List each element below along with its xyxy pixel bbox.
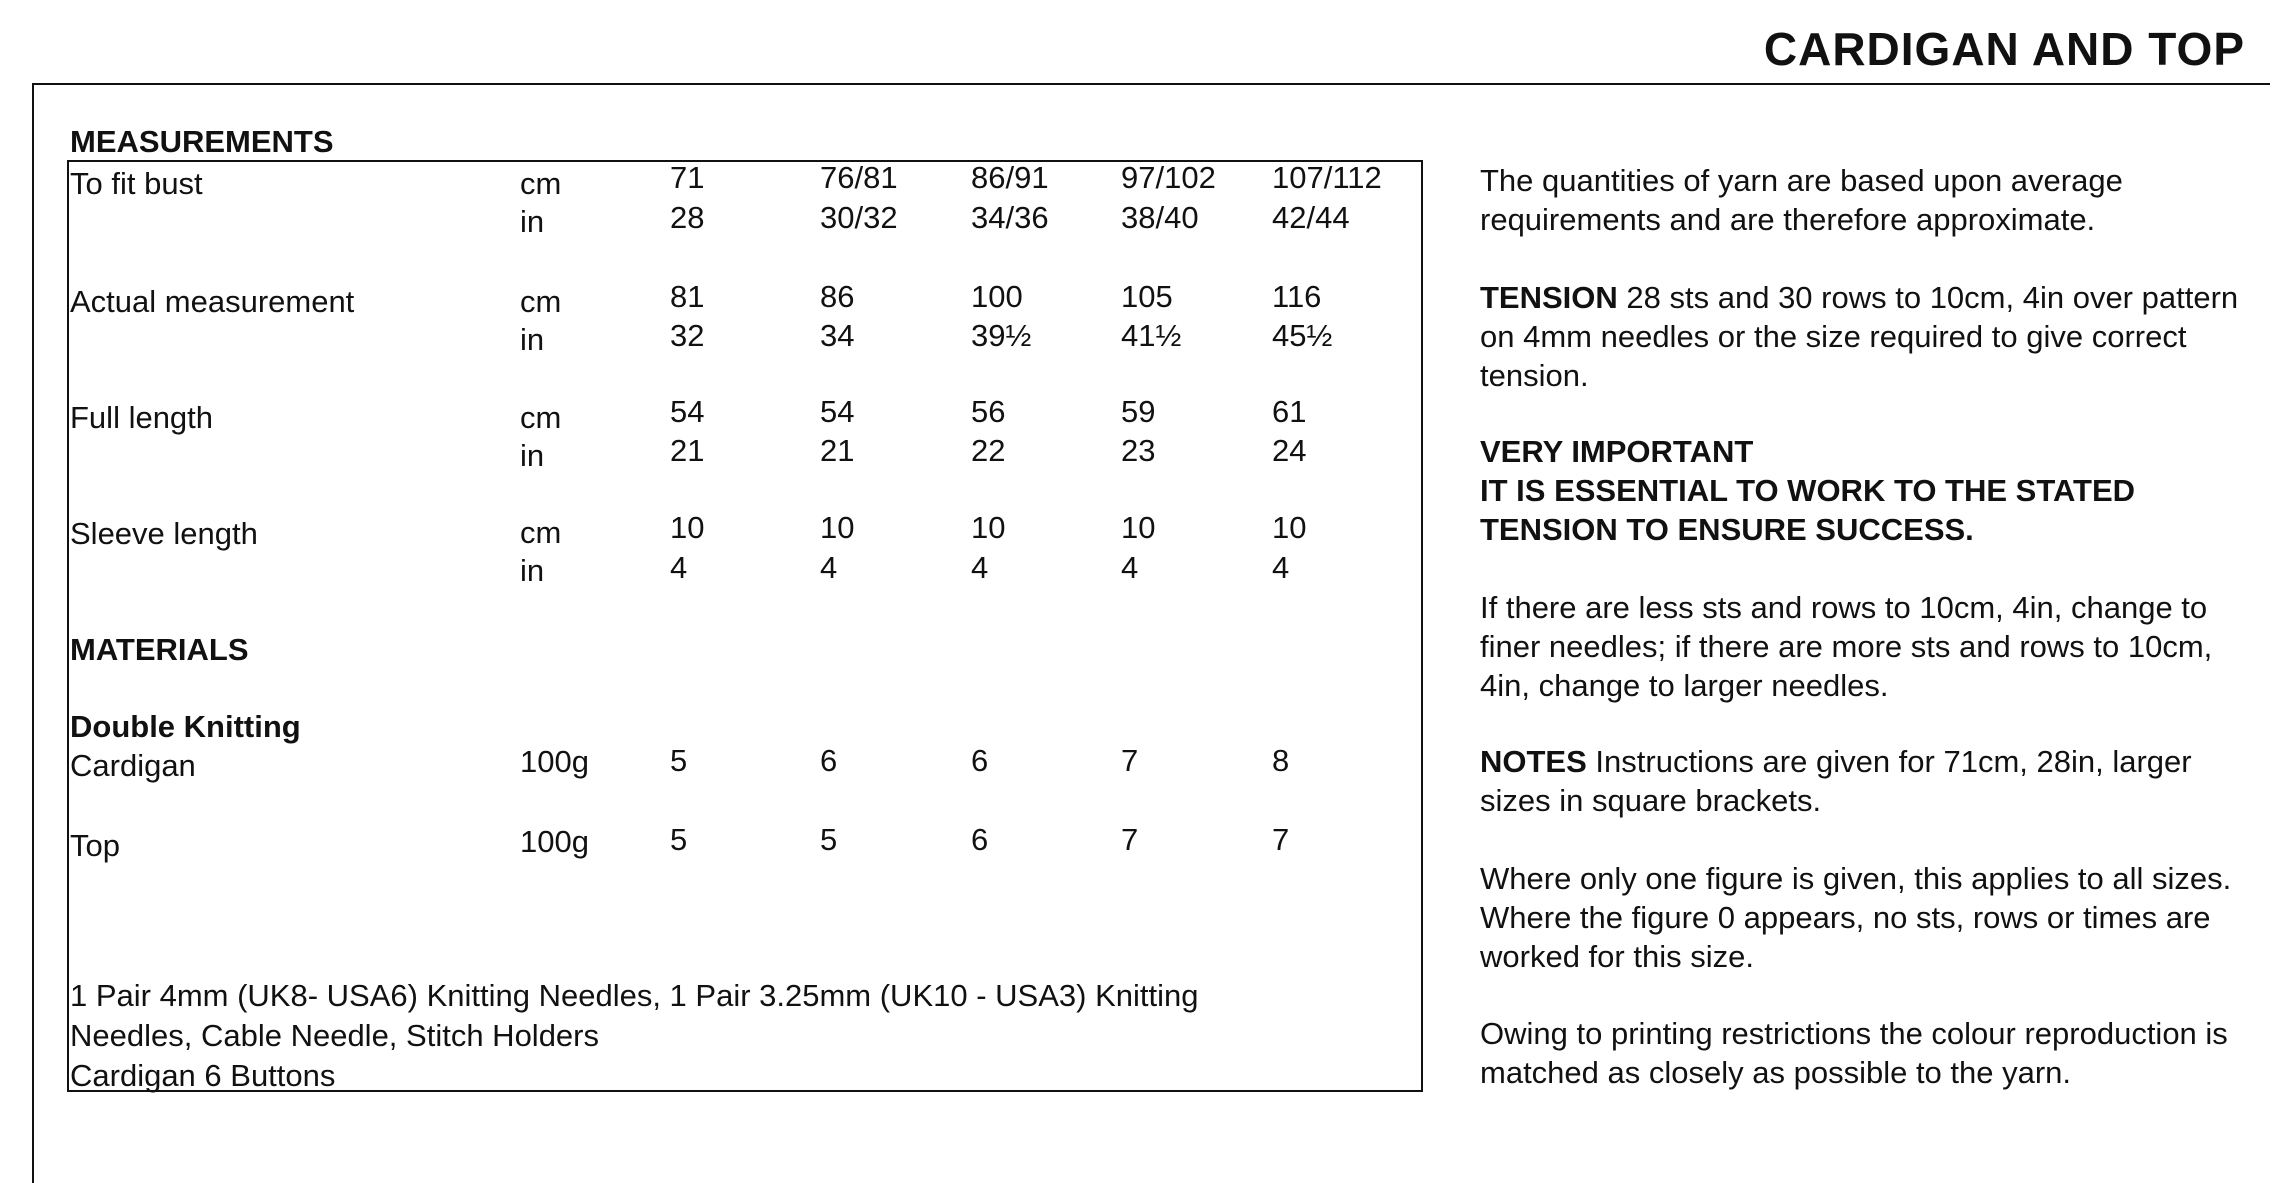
cell: 7 <box>1272 822 1290 857</box>
cell: 10 <box>971 510 1006 545</box>
unit-cm: cm <box>520 284 562 319</box>
unit-cm: cm <box>520 515 562 550</box>
yarn-quantities-note: The quantities of yarn are based upon average requirements and are therefore approximate. <box>1480 163 2123 237</box>
cell: 100 <box>971 279 1023 314</box>
cell: 8 <box>1272 743 1290 778</box>
cell: 6 <box>820 743 838 778</box>
cell: 81 <box>670 279 705 314</box>
row-label: Top <box>70 828 120 863</box>
cell: 56 <box>971 394 1006 429</box>
tension-label: TENSION <box>1480 280 1618 315</box>
cell: 28 <box>670 200 705 235</box>
notes-label: NOTES <box>1480 744 1587 779</box>
cell: 21 <box>670 433 705 468</box>
cell: 97/102 <box>1121 160 1216 195</box>
row-label: Actual measurement <box>70 284 355 319</box>
cell: 22 <box>971 433 1006 468</box>
unit-in: in <box>520 322 545 357</box>
cell: 4 <box>670 550 688 585</box>
cell: 86/91 <box>971 160 1049 195</box>
needle-change-note: If there are less sts and rows to 10cm, 4in, change to finer needles; if there are more sts and rows to 10cm, 4in, change to larger needles. <box>1480 590 2213 703</box>
cell: 21 <box>820 433 855 468</box>
cell: 45½ <box>1272 318 1333 353</box>
row-label: To fit bust <box>70 166 203 201</box>
cell: 41½ <box>1121 318 1182 353</box>
row-label: Sleeve length <box>70 516 258 551</box>
cell: 76/81 <box>820 160 898 195</box>
cell: 54 <box>820 394 855 429</box>
cell: 107/112 <box>1272 160 1382 195</box>
unit-cm: cm <box>520 400 562 435</box>
cell: 10 <box>670 510 705 545</box>
row-label: Cardigan <box>70 748 196 783</box>
page-title: CARDIGAN AND TOP <box>1763 23 2245 75</box>
cell: 10 <box>820 510 855 545</box>
notes-text: Instructions are given for 71cm, 28in, larger sizes in square brackets. <box>1480 744 2192 818</box>
cell: 30/32 <box>820 200 898 235</box>
cell: 39½ <box>971 318 1032 353</box>
yarn-heading: Double Knitting <box>70 709 301 744</box>
unit: 100g <box>520 824 589 859</box>
cell: 6 <box>971 822 989 857</box>
cell: 105 <box>1121 279 1173 314</box>
cell: 4 <box>1121 550 1139 585</box>
cell: 86 <box>820 279 855 314</box>
cell: 23 <box>1121 433 1156 468</box>
one-figure-note: Where only one figure is given, this applies to all sizes. Where the figure 0 appears, no sts, rows or times are worked for this size. <box>1480 861 2232 974</box>
cell: 6 <box>971 743 989 778</box>
tension-note <box>1480 278 2260 395</box>
cell: 71 <box>670 160 705 195</box>
unit-in: in <box>520 438 545 473</box>
cell: 32 <box>670 318 705 353</box>
sizes-note <box>1480 742 2220 820</box>
cell: 10 <box>1272 510 1307 545</box>
cell: 61 <box>1272 394 1307 429</box>
cell: 4 <box>1272 550 1290 585</box>
materials-heading: MATERIALS <box>70 632 249 667</box>
buttons-line: Cardigan 6 Buttons <box>70 1058 336 1093</box>
cell: 7 <box>1121 822 1139 857</box>
needles-line-2: Needles, Cable Needle, Stitch Holders <box>70 1018 599 1053</box>
cell: 116 <box>1272 279 1322 314</box>
cell: 42/44 <box>1272 200 1350 235</box>
cell: 7 <box>1121 743 1139 778</box>
cell: 5 <box>670 743 688 778</box>
cell: 54 <box>670 394 705 429</box>
cell: 34/36 <box>971 200 1049 235</box>
unit: 100g <box>520 744 589 779</box>
cell: 5 <box>820 822 838 857</box>
colour-note: Owing to printing restrictions the colour reproduction is matched as closely as possible to the yarn. <box>1480 1016 2228 1090</box>
cell: 24 <box>1272 433 1307 468</box>
very-important-heading: VERY IMPORTANT <box>1480 434 1754 469</box>
cell: 4 <box>971 550 989 585</box>
unit-in: in <box>520 204 545 239</box>
needles-line-1: 1 Pair 4mm (UK8- USA6) Knitting Needles, 1 Pair 3.25mm (UK10 - USA3) Knitting <box>70 978 1199 1013</box>
cell: 38/40 <box>1121 200 1199 235</box>
tension-text: 28 sts and 30 rows to 10cm, 4in over pattern on 4mm needles or the size required to give correct tension. <box>1480 280 2239 393</box>
cell: 10 <box>1121 510 1156 545</box>
cell: 4 <box>820 550 838 585</box>
cell: 34 <box>820 318 855 353</box>
unit-cm: cm <box>520 166 562 201</box>
essential-tension-warning: IT IS ESSENTIAL TO WORK TO THE STATED TENSION TO ENSURE SUCCESS. <box>1480 473 2136 547</box>
cell: 59 <box>1121 394 1156 429</box>
row-label: Full length <box>70 400 214 435</box>
cell: 5 <box>670 822 688 857</box>
unit-in: in <box>520 553 545 588</box>
measurements-heading: MEASUREMENTS <box>70 124 334 159</box>
